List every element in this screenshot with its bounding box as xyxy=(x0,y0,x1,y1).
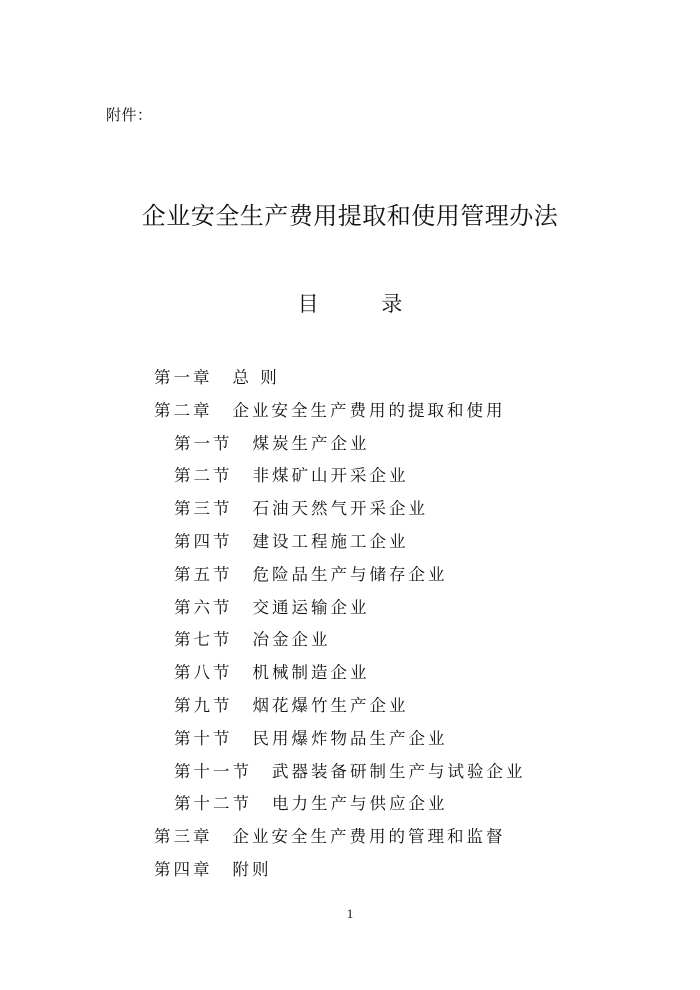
toc-section-5 xyxy=(0,559,700,592)
toc-number: 第三节 xyxy=(174,499,233,519)
toc-chapter-4 xyxy=(0,854,700,887)
toc-number: 第一节 xyxy=(174,433,233,453)
toc-section-1 xyxy=(0,428,700,461)
attachment-label: 附件： xyxy=(106,106,153,124)
toc-section-8 xyxy=(0,657,700,690)
toc-chapter-2 xyxy=(0,395,700,428)
toc-number: 第十节 xyxy=(174,728,233,748)
toc-title: 煤炭生产企业 xyxy=(252,433,370,453)
toc-title: 电力生产与供应企业 xyxy=(272,794,448,814)
toc-number: 第四章 xyxy=(154,859,213,879)
toc-section-3 xyxy=(0,493,700,526)
toc-chapter-3 xyxy=(0,821,700,854)
toc-number: 第二章 xyxy=(154,400,213,420)
toc-number: 第十二节 xyxy=(174,794,252,814)
toc-title: 总 则 xyxy=(232,368,280,387)
toc-number: 第四节 xyxy=(174,531,233,551)
table-of-contents xyxy=(0,362,700,887)
toc-section-11 xyxy=(0,756,700,789)
toc-title: 企业安全生产费用的管理和监督 xyxy=(232,827,506,847)
toc-section-7 xyxy=(0,624,700,657)
toc-title: 附则 xyxy=(232,859,272,879)
toc-number: 第九节 xyxy=(174,695,233,715)
page-number: 1 xyxy=(346,906,354,921)
toc-title: 建设工程施工企业 xyxy=(252,531,409,551)
toc-title: 石油天然气开采企业 xyxy=(252,499,428,519)
toc-number: 第八节 xyxy=(174,663,233,683)
toc-heading: 目 录 xyxy=(297,292,431,316)
toc-section-12 xyxy=(0,788,700,821)
toc-section-2 xyxy=(0,460,700,493)
toc-title: 企业安全生产费用的提取和使用 xyxy=(232,400,506,420)
toc-title: 机械制造企业 xyxy=(252,663,370,683)
toc-number: 第七节 xyxy=(174,630,233,650)
toc-chapter-1 xyxy=(0,362,700,395)
toc-title: 武器装备研制生产与试验企业 xyxy=(272,761,526,781)
toc-number: 第六节 xyxy=(174,597,233,617)
toc-title: 民用爆炸物品生产企业 xyxy=(252,728,448,748)
toc-section-10 xyxy=(0,723,700,756)
toc-section-9 xyxy=(0,690,700,723)
document-title: 企业安全生产费用提取和使用管理办法 xyxy=(141,202,559,230)
toc-number: 第三章 xyxy=(154,827,213,847)
toc-title: 烟花爆竹生产企业 xyxy=(252,695,409,715)
toc-title: 危险品生产与储存企业 xyxy=(252,564,448,584)
toc-section-4 xyxy=(0,526,700,559)
toc-number: 第二节 xyxy=(174,466,233,486)
toc-title: 非煤矿山开采企业 xyxy=(252,466,409,486)
toc-title: 冶金企业 xyxy=(252,630,331,650)
toc-title: 交通运输企业 xyxy=(252,597,370,617)
toc-number: 第一章 xyxy=(154,368,213,387)
toc-section-6 xyxy=(0,592,700,625)
toc-number: 第十一节 xyxy=(174,761,252,781)
toc-number: 第五节 xyxy=(174,564,233,584)
